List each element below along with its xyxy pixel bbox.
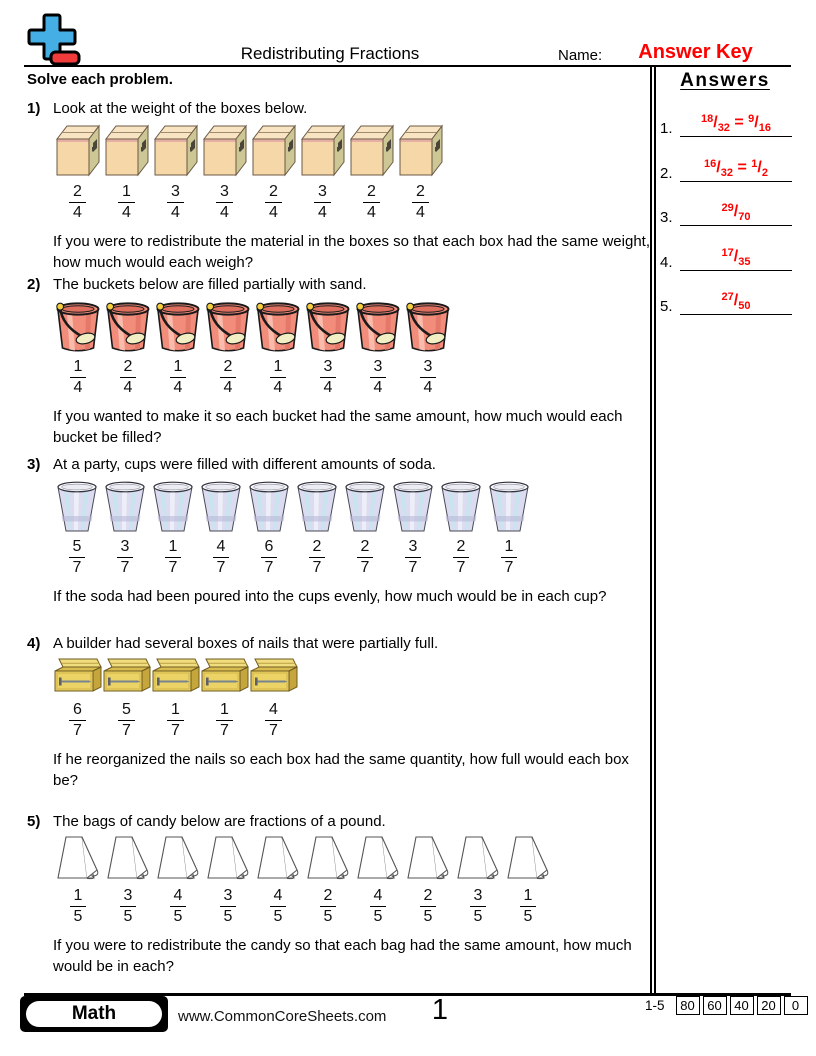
fraction-denominator: 4	[373, 378, 383, 396]
bucket-icon	[304, 298, 352, 353]
answer-number: 3.	[660, 209, 673, 226]
cup-icon	[152, 478, 194, 533]
fraction-denominator: 4	[220, 203, 229, 221]
problem-number: 5)	[27, 813, 41, 830]
fraction-numerator: 2	[69, 183, 86, 203]
graphic-cell	[153, 835, 203, 882]
graphic-cell	[453, 835, 503, 882]
fraction	[149, 538, 197, 577]
fraction-denominator: 7	[504, 558, 514, 576]
fraction-denominator: 5	[373, 907, 383, 925]
page-number: 1	[431, 994, 449, 1026]
answer-value	[680, 247, 792, 268]
fraction-numerator: 5	[118, 701, 135, 721]
graphic-cell	[437, 478, 485, 533]
fraction-denominator: 7	[312, 558, 322, 576]
graphics-row	[53, 657, 655, 696]
fraction-denominator: 7	[360, 558, 370, 576]
answer-number: 2.	[660, 165, 673, 182]
graphic-cell	[53, 122, 102, 178]
nail-box-icon	[54, 657, 102, 696]
fraction-numerator: 3	[405, 538, 422, 558]
graphic-cell	[249, 122, 298, 178]
problem-prompt: Look at the weight of the boxes below.	[53, 100, 308, 117]
graphic-cell	[303, 298, 353, 353]
answer-number: 4.	[660, 254, 673, 271]
fraction-denominator: 4	[123, 378, 133, 396]
fraction	[53, 183, 102, 222]
answer-item-3	[658, 184, 792, 226]
cardboard-box-icon	[153, 122, 199, 178]
candy-bag-icon	[56, 835, 100, 882]
graphic-cell	[200, 122, 249, 178]
cardboard-box-icon	[251, 122, 297, 178]
answer-fraction: $^9/_{16}$	[748, 113, 771, 134]
fraction-numerator: 2	[220, 358, 237, 378]
fraction	[103, 887, 153, 926]
page-title: Redistributing Fractions	[240, 44, 420, 63]
problem-question: If he reorganized the nails so each box had the same quantity, how full would each box be?	[53, 750, 629, 789]
cardboard-box-icon	[300, 122, 346, 178]
fraction	[200, 701, 249, 740]
fraction-denominator: 7	[216, 558, 226, 576]
fraction-denominator: 5	[173, 907, 183, 925]
bucket-icon	[404, 298, 452, 353]
fraction-denominator: 4	[323, 378, 333, 396]
fraction	[53, 538, 101, 577]
bucket-icon	[254, 298, 302, 353]
header-rule	[24, 65, 791, 67]
fraction	[103, 358, 153, 397]
fraction-numerator: 2	[363, 183, 380, 203]
candy-bag-icon	[456, 835, 500, 882]
cup-icon	[440, 478, 482, 533]
fraction-denominator: 4	[416, 203, 425, 221]
problem-5	[27, 813, 655, 977]
answer-number: 1.	[660, 120, 673, 137]
fraction	[353, 887, 403, 926]
fraction-denominator: 7	[122, 721, 131, 739]
answer-value	[680, 202, 792, 223]
fraction-numerator: 1	[70, 358, 87, 378]
fraction	[53, 701, 102, 740]
answer-value	[680, 291, 792, 312]
graphic-cell	[103, 835, 153, 882]
fraction-numerator: 4	[370, 887, 387, 907]
fraction-numerator: 4	[213, 538, 230, 558]
cup-icon	[344, 478, 386, 533]
score-boxes	[673, 996, 808, 1015]
graphic-cell	[503, 835, 553, 882]
fraction-denominator: 4	[269, 203, 278, 221]
bucket-icon	[104, 298, 152, 353]
fraction	[197, 538, 245, 577]
problem-head	[27, 276, 655, 294]
fraction-numerator: 3	[167, 183, 184, 203]
fraction-numerator: 1	[70, 887, 87, 907]
fractions-row	[53, 701, 655, 740]
answer-line	[680, 270, 792, 271]
fraction-denominator: 7	[220, 721, 229, 739]
problem-question: If you wanted to make it so each bucket had the same amount, how much would each bucket be filled?	[53, 407, 623, 446]
fraction-denominator: 4	[423, 378, 433, 396]
fraction-numerator: 2	[120, 358, 137, 378]
score-box: 40	[730, 996, 754, 1015]
problem-2	[27, 276, 655, 448]
fraction-numerator: 3	[370, 358, 387, 378]
fraction-denominator: 7	[269, 721, 278, 739]
answers-title: Answers	[680, 70, 770, 91]
fraction-denominator: 7	[456, 558, 466, 576]
fraction	[53, 358, 103, 397]
cardboard-box-icon	[104, 122, 150, 178]
answer-key-text: Answer Key	[638, 41, 753, 63]
answer-line	[680, 314, 792, 315]
graphic-cell	[103, 298, 153, 353]
score-table	[645, 996, 808, 1015]
fraction-denominator: 5	[273, 907, 283, 925]
fraction	[389, 538, 437, 577]
fraction	[347, 183, 396, 222]
problem-3	[27, 456, 655, 607]
cup-icon	[248, 478, 290, 533]
equals-sign: =	[733, 159, 752, 176]
website-url: www.CommonCoreSheets.com	[178, 1008, 387, 1025]
fraction-numerator: 1	[270, 358, 287, 378]
bucket-icon	[154, 298, 202, 353]
fraction-numerator: 2	[453, 538, 470, 558]
fraction-denominator: 7	[408, 558, 418, 576]
problem-prompt: The bags of candy below are fractions of a pound.	[53, 813, 386, 830]
fraction-numerator: 1	[118, 183, 135, 203]
fraction-numerator: 1	[501, 538, 518, 558]
fraction-numerator: 2	[320, 887, 337, 907]
fraction	[53, 887, 103, 926]
problem-question: If you were to redistribute the material in the boxes so that each box had the same weight, how much would each weigh?	[53, 232, 651, 271]
graphics-row	[53, 122, 655, 178]
answer-fraction: $^{16}/_{32}$	[704, 158, 733, 179]
graphic-cell	[151, 122, 200, 178]
fraction-numerator: 4	[265, 701, 282, 721]
graphic-cell	[353, 835, 403, 882]
cardboard-box-icon	[349, 122, 395, 178]
fraction	[303, 887, 353, 926]
graphic-cell	[200, 657, 249, 696]
problem-question: If the soda had been poured into the cups evenly, how much would be in each cup?	[53, 587, 607, 605]
answer-item-4	[658, 229, 792, 271]
fraction-denominator: 7	[73, 721, 82, 739]
candy-bag-icon	[106, 835, 150, 882]
fraction-numerator: 3	[120, 887, 137, 907]
graphic-cell	[485, 478, 533, 533]
cardboard-box-icon	[202, 122, 248, 178]
graphics-row	[53, 478, 655, 533]
fraction	[102, 701, 151, 740]
graphic-cell	[353, 298, 403, 353]
answer-fraction: $^{17}/_{35}$	[721, 247, 751, 268]
graphic-cell	[347, 122, 396, 178]
fraction	[249, 701, 298, 740]
fractions-row	[53, 887, 655, 926]
graphic-cell	[293, 478, 341, 533]
fraction-numerator: 1	[520, 887, 537, 907]
fraction	[341, 538, 389, 577]
fraction-numerator: 3	[420, 358, 437, 378]
graphic-cell	[197, 478, 245, 533]
fraction-denominator: 5	[423, 907, 433, 925]
problem-4	[27, 635, 655, 791]
fraction	[253, 358, 303, 397]
graphic-cell	[203, 835, 253, 882]
fraction-denominator: 7	[120, 558, 130, 576]
fraction-numerator: 3	[470, 887, 487, 907]
problem-prompt: The buckets below are filled partially with sand.	[53, 276, 367, 293]
fraction	[403, 358, 453, 397]
fraction-numerator: 4	[170, 887, 187, 907]
fractions-row	[53, 538, 655, 577]
fraction	[253, 887, 303, 926]
candy-bag-icon	[306, 835, 350, 882]
fraction	[403, 887, 453, 926]
fraction-denominator: 5	[473, 907, 483, 925]
graphic-cell	[253, 298, 303, 353]
fraction	[245, 538, 293, 577]
bucket-icon	[354, 298, 402, 353]
graphic-cell	[253, 835, 303, 882]
fraction-numerator: 6	[261, 538, 278, 558]
nail-box-icon	[201, 657, 249, 696]
fraction	[200, 183, 249, 222]
cup-icon	[200, 478, 242, 533]
fraction-denominator: 7	[171, 721, 180, 739]
subject-badge	[20, 996, 168, 1032]
fraction	[249, 183, 298, 222]
fraction	[303, 358, 353, 397]
graphics-row	[53, 835, 655, 882]
graphic-cell	[245, 478, 293, 533]
fraction-denominator: 4	[273, 378, 283, 396]
fraction-denominator: 4	[318, 203, 327, 221]
fraction	[293, 538, 341, 577]
problem-number: 2)	[27, 276, 41, 293]
fraction-numerator: 2	[412, 183, 429, 203]
fraction-numerator: 1	[165, 538, 182, 558]
fraction	[153, 887, 203, 926]
graphic-cell	[102, 122, 151, 178]
graphic-cell	[303, 835, 353, 882]
answer-fraction: $^{29}/_{70}$	[721, 202, 751, 223]
nail-box-icon	[152, 657, 200, 696]
bucket-icon	[204, 298, 252, 353]
graphic-cell	[396, 122, 445, 178]
fraction-denominator: 5	[523, 907, 533, 925]
graphic-cell	[203, 298, 253, 353]
candy-bag-icon	[256, 835, 300, 882]
cardboard-box-icon	[398, 122, 444, 178]
fraction-numerator: 3	[320, 358, 337, 378]
fraction-denominator: 4	[223, 378, 233, 396]
fraction-denominator: 4	[122, 203, 131, 221]
nail-box-icon	[250, 657, 298, 696]
graphics-row	[53, 298, 655, 353]
graphic-cell	[403, 835, 453, 882]
problem-head	[27, 813, 655, 831]
fraction	[101, 538, 149, 577]
graphic-cell	[153, 298, 203, 353]
fraction-numerator: 4	[270, 887, 287, 907]
subject-label: Math	[26, 1001, 162, 1027]
cup-icon	[56, 478, 98, 533]
fraction-denominator: 4	[367, 203, 376, 221]
answer-fraction: $^{27}/_{50}$	[721, 291, 751, 312]
answer-line	[680, 136, 792, 137]
problem-number: 1)	[27, 100, 41, 117]
fraction	[151, 183, 200, 222]
fraction-denominator: 4	[173, 378, 183, 396]
candy-bag-icon	[206, 835, 250, 882]
answer-value	[680, 113, 792, 134]
problem-question: If you were to redistribute the candy so that each bag had the same amount, how much would be in each?	[53, 936, 632, 975]
fraction-numerator: 1	[170, 358, 187, 378]
answer-item-2	[658, 140, 792, 182]
problem-head	[27, 635, 655, 653]
graphic-cell	[53, 478, 101, 533]
fraction-denominator: 7	[72, 558, 82, 576]
problem-prompt: A builder had several boxes of nails that were partially full.	[53, 635, 439, 652]
fraction	[203, 358, 253, 397]
fraction-denominator: 7	[168, 558, 178, 576]
fraction-numerator: 1	[167, 701, 184, 721]
answer-number: 5.	[660, 298, 673, 315]
candy-bag-icon	[356, 835, 400, 882]
problem-number: 4)	[27, 635, 41, 652]
fractions-row	[53, 358, 655, 397]
fraction-numerator: 2	[420, 887, 437, 907]
fraction-numerator: 5	[69, 538, 86, 558]
fraction-numerator: 3	[216, 183, 233, 203]
answer-value	[680, 158, 792, 179]
fraction	[503, 887, 553, 926]
fraction-numerator: 3	[220, 887, 237, 907]
fraction-numerator: 3	[314, 183, 331, 203]
graphic-cell	[53, 298, 103, 353]
fraction-denominator: 5	[123, 907, 133, 925]
problem-head	[27, 100, 655, 118]
score-box: 20	[757, 996, 781, 1015]
fraction	[151, 701, 200, 740]
fraction	[437, 538, 485, 577]
cup-icon	[392, 478, 434, 533]
nail-box-icon	[103, 657, 151, 696]
cup-icon	[104, 478, 146, 533]
candy-bag-icon	[406, 835, 450, 882]
fraction-numerator: 2	[357, 538, 374, 558]
fraction	[298, 183, 347, 222]
fractions-row	[53, 183, 655, 222]
fraction	[353, 358, 403, 397]
problem-prompt: At a party, cups were filled with different amounts of soda.	[53, 456, 436, 473]
fraction-denominator: 4	[171, 203, 180, 221]
answer-item-1	[658, 95, 792, 137]
equals-sign: =	[729, 114, 749, 131]
fraction-numerator: 2	[309, 538, 326, 558]
graphic-cell	[151, 657, 200, 696]
fraction	[153, 358, 203, 397]
name-label: Name:	[558, 47, 603, 64]
graphic-cell	[102, 657, 151, 696]
fraction-numerator: 1	[216, 701, 233, 721]
cup-icon	[296, 478, 338, 533]
score-box: 0	[784, 996, 808, 1015]
problem-number: 3)	[27, 456, 41, 473]
fraction-denominator: 5	[73, 907, 83, 925]
score-box: 60	[703, 996, 727, 1015]
fraction	[396, 183, 445, 222]
problem-1	[27, 100, 655, 273]
fraction-numerator: 3	[117, 538, 134, 558]
fraction-numerator: 6	[69, 701, 86, 721]
fraction-denominator: 5	[223, 907, 233, 925]
fraction	[203, 887, 253, 926]
graphic-cell	[389, 478, 437, 533]
graphic-cell	[341, 478, 389, 533]
bucket-icon	[54, 298, 102, 353]
graphic-cell	[53, 835, 103, 882]
graphic-cell	[101, 478, 149, 533]
fraction-denominator: 5	[323, 907, 333, 925]
answer-fraction: $^1/_2$	[751, 158, 768, 179]
fraction-denominator: 4	[73, 378, 83, 396]
candy-bag-icon	[506, 835, 550, 882]
answer-fraction: $^{18}/_{32}$	[700, 113, 730, 134]
fraction-numerator: 2	[265, 183, 282, 203]
fraction	[102, 183, 151, 222]
cardboard-box-icon	[55, 122, 101, 178]
graphic-cell	[149, 478, 197, 533]
candy-bag-icon	[156, 835, 200, 882]
answer-line	[680, 225, 792, 226]
fraction	[453, 887, 503, 926]
fraction	[485, 538, 533, 577]
graphic-cell	[403, 298, 453, 353]
cup-icon	[488, 478, 530, 533]
score-range-label: 1-5	[645, 998, 665, 1013]
answer-line	[680, 181, 792, 182]
graphic-cell	[53, 657, 102, 696]
score-box: 80	[676, 996, 700, 1015]
graphic-cell	[298, 122, 347, 178]
fraction-denominator: 4	[73, 203, 82, 221]
fraction-denominator: 7	[264, 558, 274, 576]
graphic-cell	[249, 657, 298, 696]
answer-item-5	[658, 273, 792, 315]
instruction-text: Solve each problem.	[27, 71, 173, 88]
problem-head	[27, 456, 655, 474]
